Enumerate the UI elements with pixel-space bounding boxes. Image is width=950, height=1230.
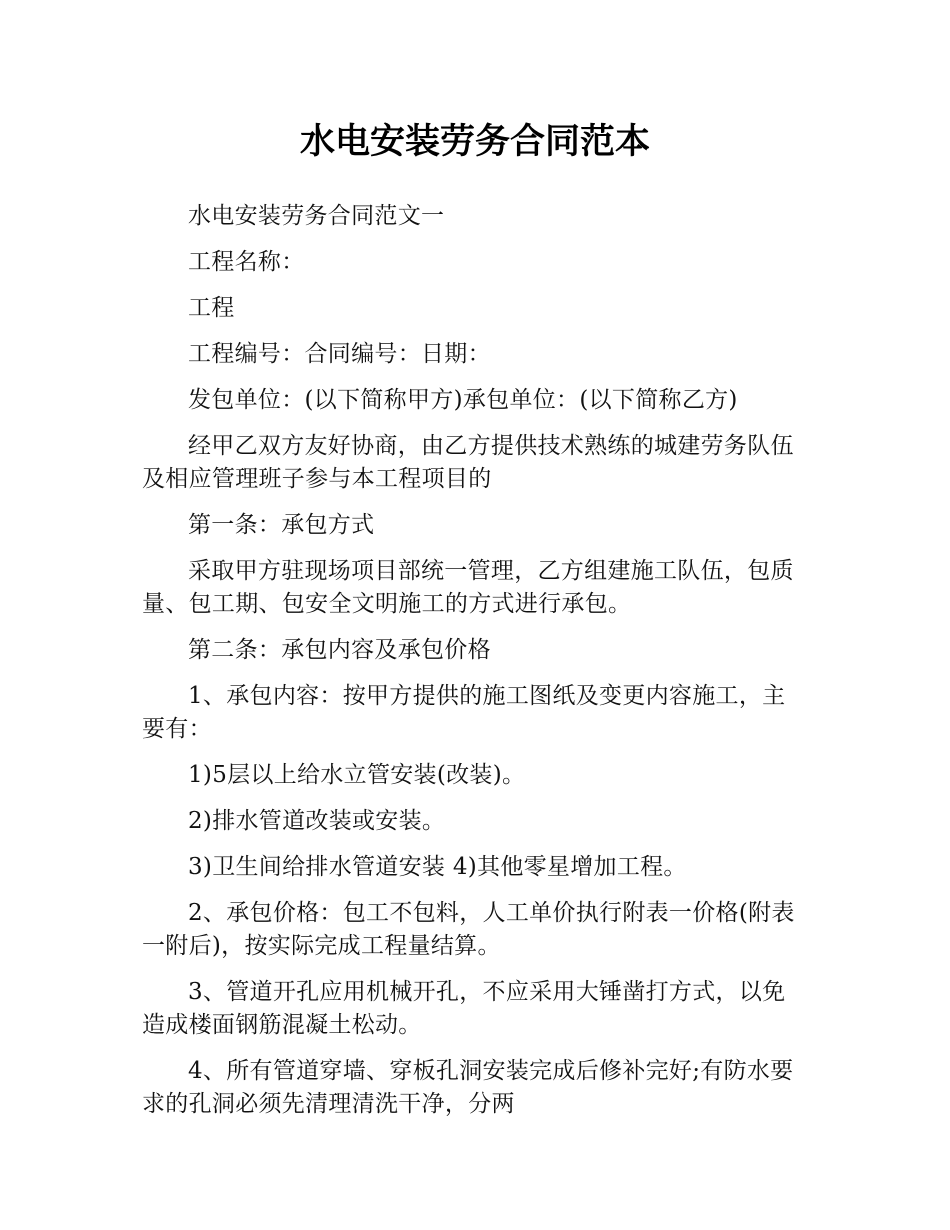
paragraph-parties: 发包单位：(以下简称甲方)承包单位：(以下简称乙方)	[188, 387, 738, 413]
paragraph-subtitle: 水电安装劳务合同范文一	[188, 203, 445, 229]
article-2-subitem-2: 2)排水管道改装或安装。	[188, 808, 446, 834]
article-2-subitem-3: 3)卫生间给排水管道安装 4)其他零星增加工程。	[188, 854, 687, 880]
article-1-heading: 第一条：承包方式	[188, 512, 375, 538]
paragraph-numbers-date: 工程编号：合同编号：日期：	[188, 341, 491, 367]
article-2-item-2: 2、承包价格：包工不包料，人工单价执行附表一价格(附表一附后)，按实际完成工程量结算。	[142, 900, 795, 959]
article-2-item-1: 1、承包内容：按甲方提供的施工图纸及变更内容施工，主要有：	[142, 683, 786, 742]
paragraph-project: 工程	[188, 295, 235, 321]
article-2-item-3: 3、管道开孔应用机械开孔，不应采用大锤凿打方式，以免造成楼面钢筋混凝土松动。	[142, 979, 786, 1038]
paragraph-preamble: 经甲乙双方友好协商，由乙方提供技术熟练的城建劳务队伍及相应管理班子参与本工程项目的	[142, 433, 794, 492]
article-2-subitem-1: 1)5层以上给水立管安装(改装)。	[188, 762, 526, 788]
document-title: 水电安装劳务合同范本	[299, 122, 650, 162]
article-1-text: 采取甲方驻现场项目部统一管理，乙方组建施工队伍，包质量、包工期、包安全文明施工的方式进行承包。	[142, 558, 794, 617]
document-body	[142, 200, 807, 1134]
paragraph-project-name: 工程名称：	[188, 249, 305, 275]
article-2-item-4: 4、所有管道穿墙、穿板孔洞安装完成后修补完好;有防水要求的孔洞必须先清理清洗干净，分两	[142, 1058, 794, 1117]
article-2-heading: 第二条：承包内容及承包价格	[188, 637, 491, 663]
